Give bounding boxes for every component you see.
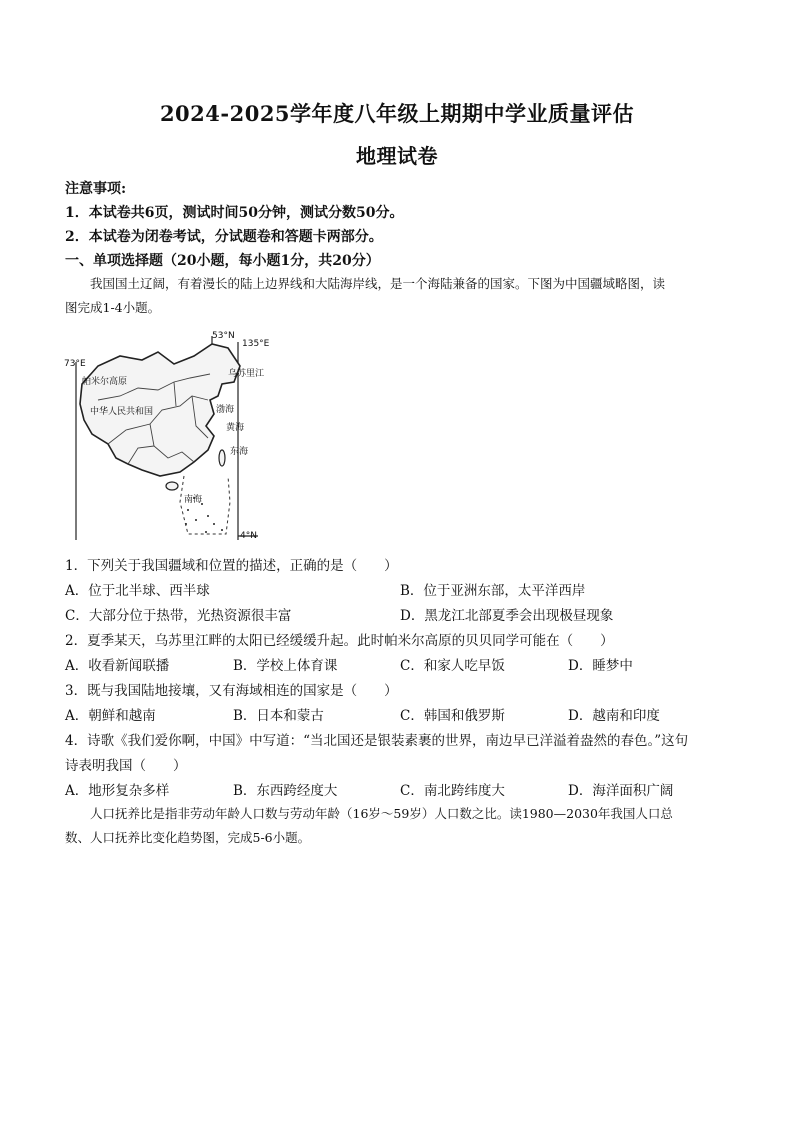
label-donghai: 东海 <box>230 447 249 457</box>
question-3-option-d[interactable]: D．越南和印度 <box>568 708 660 724</box>
intro-line-1: 我国国土辽阔，有着漫长的陆上边界线和大陆海岸线，是一个海陆兼备的国家。下图为中国疆域略图，读 <box>90 276 666 291</box>
question-4-stem-continued: 诗表明我国（ ） <box>65 758 187 774</box>
question-3-stem: 3．既与我国陆地接壤，又有海域相连的国家是（ ） <box>65 683 398 699</box>
question-1-option-d[interactable]: D．黑龙江北部夏季会出现极昼现象 <box>400 608 614 624</box>
question-4-option-a[interactable]: A．地形复杂多样 <box>65 783 170 799</box>
question-3-option-b[interactable]: B．日本和蒙古 <box>233 708 324 724</box>
label-pamir: 帕米尔高原 <box>82 377 128 387</box>
notice-item-1: 1．本试卷共6页，测试时间50分钟，测试分数50分。 <box>65 205 404 221</box>
section-heading: 一、单项选择题（20小题，每小题1分，共20分） <box>65 253 380 269</box>
label-nanhai: 南海 <box>184 495 203 505</box>
hainan-island <box>166 482 178 490</box>
question-1-stem: 1．下列关于我国疆域和位置的描述，正确的是（ ） <box>65 558 398 574</box>
exam-subtitle: 地理试卷 <box>356 144 438 168</box>
intro-line-2: 图完成1-4小题。 <box>65 300 161 315</box>
question-4-option-b[interactable]: B．东西跨经度大 <box>233 783 338 799</box>
maritime-boundary <box>180 476 230 534</box>
notice-item-2: 2．本试卷为闭卷考试，分试题卷和答题卡两部分。 <box>65 229 383 245</box>
label-73e: 73°E <box>64 359 86 369</box>
label-bohai: 渤海 <box>216 405 235 415</box>
label-huanghai: 黄海 <box>226 423 245 433</box>
label-ussuri-river: 乌苏里江 <box>228 369 265 379</box>
question-3-option-c[interactable]: C．韩国和俄罗斯 <box>400 708 505 724</box>
question-3-option-a[interactable]: A．朝鲜和越南 <box>65 708 156 724</box>
intro-passage <box>65 272 733 320</box>
question-1-option-c[interactable]: C．大部分位于热带，光热资源很丰富 <box>65 608 292 624</box>
notice-heading: 注意事项: <box>65 181 127 197</box>
question-2-option-c[interactable]: C．和家人吃早饭 <box>400 658 505 674</box>
label-53n: 53°N <box>212 331 235 341</box>
taiwan-island <box>219 450 225 466</box>
question-2-option-d[interactable]: D．睡梦中 <box>568 658 633 674</box>
china-territory-map <box>62 326 304 540</box>
question-2-option-a[interactable]: A．收看新闻联播 <box>65 658 170 674</box>
label-4n: 4°N <box>240 531 257 540</box>
label-center: 中华人民共和国 <box>90 407 154 417</box>
population-passage-line-1: 人口抚养比是指非劳动年龄人口数与劳动年龄（16岁～59岁）人口数之比。读1980—2030年我国人口总 <box>90 806 673 821</box>
question-2-option-b[interactable]: B．学校上体育课 <box>233 658 338 674</box>
exam-title: 2024-2025学年度八年级上期期中学业质量评估 <box>159 101 635 126</box>
question-4-option-d[interactable]: D．海洋面积广阔 <box>568 783 674 799</box>
map-svg <box>62 326 304 540</box>
question-1-option-a[interactable]: A．位于北半球、西半球 <box>65 583 210 599</box>
question-4-stem: 4．诗歌《我们爱你啊，中国》中写道：“当北国还是银装素裹的世界，南边早已洋溢着盎然的春色。”这句 <box>65 733 689 749</box>
question-2-stem: 2．夏季某天，乌苏里江畔的太阳已经缓缓升起。此时帕米尔高原的贝贝同学可能在（ ） <box>65 633 614 649</box>
population-passage-line-2: 数、人口抚养比变化趋势图，完成5-6小题。 <box>65 830 311 845</box>
question-4-option-c[interactable]: C．南北跨纬度大 <box>400 783 505 799</box>
label-135e: 135°E <box>242 339 270 349</box>
question-1-option-b[interactable]: B．位于亚洲东部，太平洋西岸 <box>400 583 586 599</box>
population-passage <box>65 802 733 850</box>
